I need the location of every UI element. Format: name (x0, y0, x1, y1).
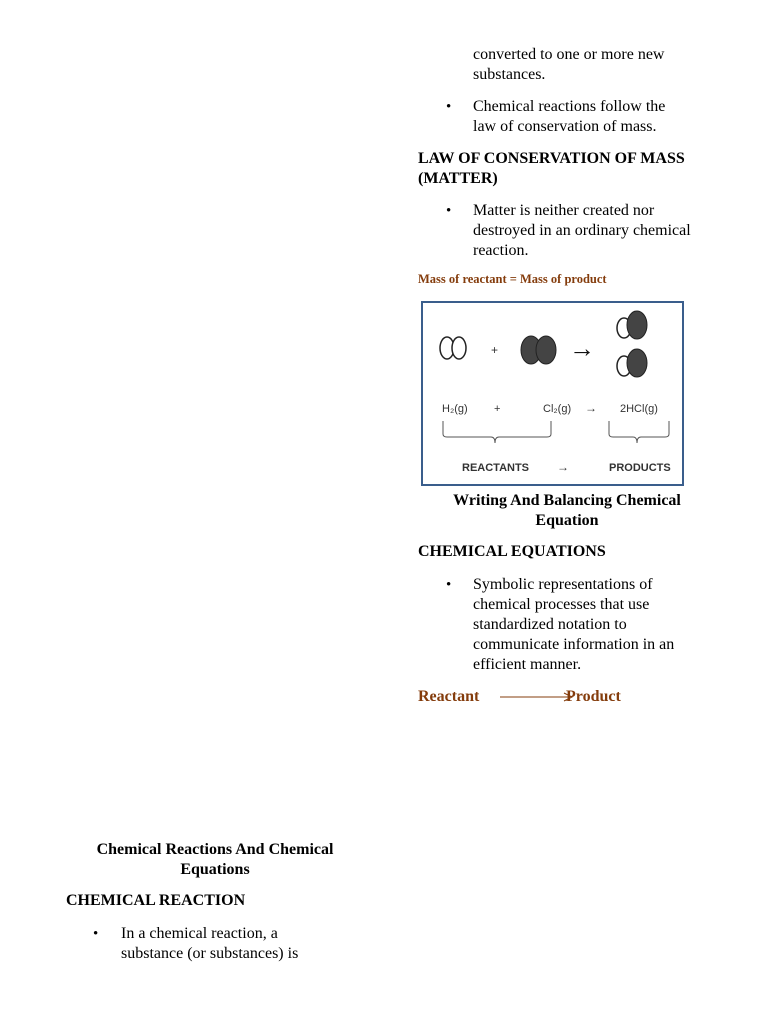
bullet-reaction-definition (121, 924, 298, 964)
chlorine-molecule-icon (521, 336, 556, 364)
text-line: substances. (473, 66, 546, 83)
bullet-conservation (473, 97, 665, 137)
products-brace (609, 421, 669, 443)
heading-line: Equation (535, 512, 599, 529)
reaction-definition-continued (473, 45, 664, 85)
formula-cl2: Cl₂(g) (543, 403, 572, 415)
text-line: efficient manner. (473, 656, 582, 673)
heading-line: (MATTER) (418, 170, 498, 187)
bullet-marker: • (446, 577, 452, 593)
text-line: chemical processes that use (473, 596, 650, 613)
text-line: Chemical reactions follow the (473, 98, 666, 115)
bullet-matter (473, 201, 691, 261)
mass-equation: Mass of reactant = Mass of product (418, 272, 607, 286)
reaction-diagram (421, 301, 684, 486)
products-label: PRODUCTS (609, 462, 671, 474)
text-line: standardized notation to (473, 616, 627, 633)
label-arrow: → (557, 460, 569, 474)
heading-line: Equations (180, 861, 250, 878)
bullet-symbolic (473, 575, 674, 675)
reaction-arrow-icon: → (569, 333, 595, 363)
heading-line: Chemical Reactions And Chemical (96, 841, 334, 858)
text-line: destroyed in an ordinary chemical (473, 222, 691, 239)
heading-line: LAW OF CONSERVATION OF MASS (418, 150, 685, 167)
bullet-marker: • (446, 203, 452, 219)
equations-heading: CHEMICAL EQUATIONS (418, 543, 606, 560)
heading-line: Writing And Balancing Chemical (453, 492, 681, 509)
reactant-label: Reactant (418, 688, 480, 705)
hcl-molecule-icon (617, 311, 647, 339)
formula-plus: + (494, 403, 501, 415)
bullet-marker: • (93, 926, 99, 942)
formula-hcl: 2HCl(g) (620, 403, 658, 415)
hydrogen-molecule-icon (440, 337, 466, 359)
reactants-label: REACTANTS (462, 462, 530, 474)
text-line: Symbolic representations of (473, 576, 653, 593)
reaction-heading: CHEMICAL REACTION (66, 892, 246, 909)
text-line: law of conservation of mass. (473, 118, 657, 135)
hcl-molecule-icon (617, 349, 647, 377)
text-line: communicate information in an (473, 636, 675, 653)
text-line: substance (or substances) is (121, 945, 299, 962)
plus-sign: + (491, 343, 499, 357)
text-line: reaction. (473, 242, 529, 259)
document-title (72, 840, 358, 880)
bullet-marker: • (446, 99, 452, 115)
text-line: converted to one or more new (473, 46, 665, 63)
text-line: Matter is neither created nor (473, 202, 655, 219)
law-heading (418, 149, 685, 189)
section-title (420, 491, 714, 531)
reactants-brace (443, 421, 551, 443)
formula-arrow: → (585, 401, 597, 415)
text-line: In a chemical reaction, a (121, 925, 278, 942)
product-label: Product (566, 688, 621, 705)
reaction-diagram-svg (423, 303, 682, 484)
formula-h2: H₂(g) (442, 403, 468, 415)
